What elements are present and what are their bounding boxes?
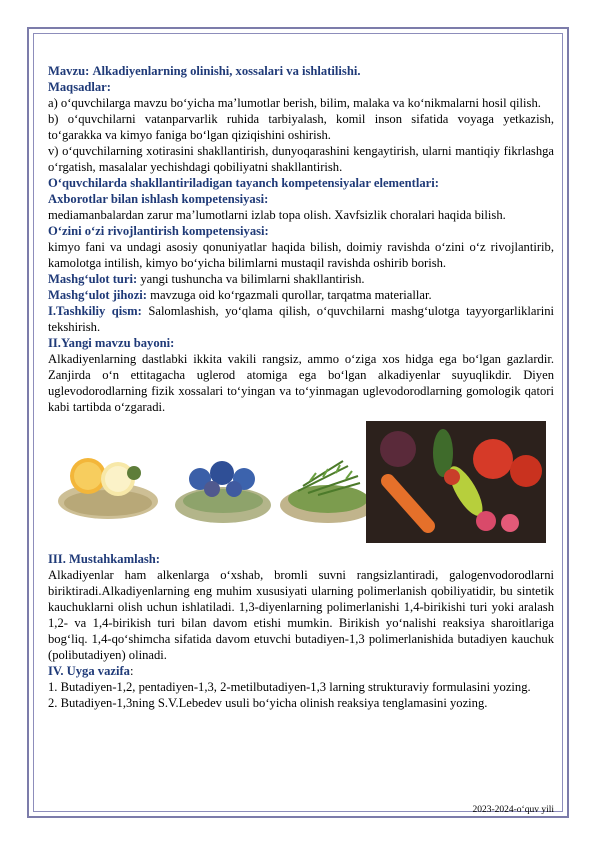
plants-illustration (48, 421, 554, 543)
illustrations (48, 421, 554, 543)
topic-label: Mavzu: (48, 64, 90, 78)
self-competence-text: kimyo fani va undagi asosiy qonuniyatlar haqida bilish, doimiy ravishda o‘zini o‘z rivojlantirib, kamolotga intilish, kimyo bo‘yicha bilimlarni mustaqil ravishda oshirib borish. (48, 240, 554, 270)
lesson-equipment (48, 287, 554, 303)
lemon-spices-image (58, 458, 158, 519)
blueberries-image (175, 461, 271, 523)
lesson-type-label: Mashg‘ulot turi: (48, 272, 138, 286)
lesson-type-text: yangi tushuncha va bilimlarni shakllantirish. (140, 272, 365, 286)
part3-heading: III. Mustahkamlash: (48, 552, 160, 566)
part1-text: Salomlashish, yo‘qlama qilish, o‘quvchilarni mashg‘ulotga tayyorgarliklarini tekshirish. (48, 304, 555, 334)
lesson-equipment-text: mavzuga oid ko‘rgazmali qurollar, tarqatma materiallar. (150, 288, 432, 302)
part4-heading: IV. Uyga vazifa (48, 664, 130, 678)
goal-a: a) o‘quvchilarga mavzu bo‘yicha ma’lumotlar berish, bilim, malaka va ko‘nikmalarni hosil qilish. (48, 96, 541, 110)
info-competence-text: mediamanbalardan zarur ma’lumotlarni izlab topa olish. Xavfsizlik choralari haqida bilish. (48, 208, 506, 222)
part4-colon: : (129, 664, 134, 678)
part4-heading-line (48, 663, 554, 679)
lesson-type (48, 271, 554, 287)
vegetables-image (366, 421, 546, 543)
part1-label: I.Tashkiliy qism: (48, 304, 142, 318)
homework-task-1: 1. Butadiyen-1,2, pentadiyen-1,3, 2-metilbutadiyen-1,3 larning strukturaviy formulasini yozing. (48, 680, 531, 694)
part2-heading: II.Yangi mavzu bayoni: (48, 336, 175, 350)
goal-b: b) o‘quvchilarni vatanparvarlik ruhida tarbiyalash, komil inson sifatida voyaga yetkazish, to‘garakka va kimyo faniga bo‘lgan qiziqishini oshirish. (48, 112, 554, 142)
part1 (48, 303, 554, 335)
topic-line (48, 63, 554, 79)
homework-task-2: 2. Butadiyen-1,3ning S.V.Lebedev usuli bo‘yicha olinish reaksiya tenglamasini yozing. (48, 696, 488, 710)
dill-image (280, 461, 376, 523)
lesson-plan (48, 63, 554, 711)
competencies-heading: O‘quvchilarda shakllantiriladigan tayanch kompetensiyalar elementlari: (48, 176, 439, 190)
lesson-equipment-label: Mashg‘ulot jihozi: (48, 288, 147, 302)
footer-year: 2023-2024-o‘quv yili (472, 805, 554, 815)
goal-v: v) o‘quvchilarning xotirasini shakllantirish, dunyoqarashini kengaytirish, ularni mantiqiy fikrlashga o‘rgatish, masalalar yechishdagi qobiliyatni shakllantirish. (48, 144, 554, 174)
info-competence-heading: Axborotlar bilan ishlash kompetensiyasi: (48, 192, 269, 206)
self-competence-heading: O‘zini o‘zi rivojlantirish kompetensiyasi: (48, 224, 269, 238)
topic-text: Alkadiyenlarning olinishi, xossalari va ishlatilishi. (92, 64, 361, 78)
part2-text: Alkadiyenlarning dastlabki ikkita vakili rangsiz, ammo o‘ziga xos hidga ega bo‘lgan gazlardir. Zanjirda o‘n ettitagacha uglerod atomiga ega bo‘lgan alkadiyenlar suyuqlikdir. Diyen uglevodorodlarning fizik xossalari to‘yingan va to‘yinmagan uglevodorodlarning gomologik qatori kabi tartibda o‘zgaradi. (48, 352, 554, 414)
goals-heading: Maqsadlar: (48, 80, 111, 94)
part3-text: Alkadiyenlar ham alkenlarga o‘xshab, bromli suvni rangsizlantiradi, galogenvodorodlarni biriktiradi.Alkadiyenlarning eng muhim xususiyati ularning polimerlanish qobiliyatidir, bu sintetik kauchuklarni olish uchun ishlatiladi. 1,3-diyenlarning polimerlanishi 1,4-birikishi turi yoki aralash 1,2- va 1,4-birikish turi bilan davom etishi mumkin. Birikish yo‘nalishi reaksiya sharoitlariga bog‘liq. 1,4-qo‘shimcha sifatida davom etuvchi butadiyen-1,3 polimerlanishida butadiyen kauchuk (polibutadiyen) olinadi. (48, 568, 554, 662)
